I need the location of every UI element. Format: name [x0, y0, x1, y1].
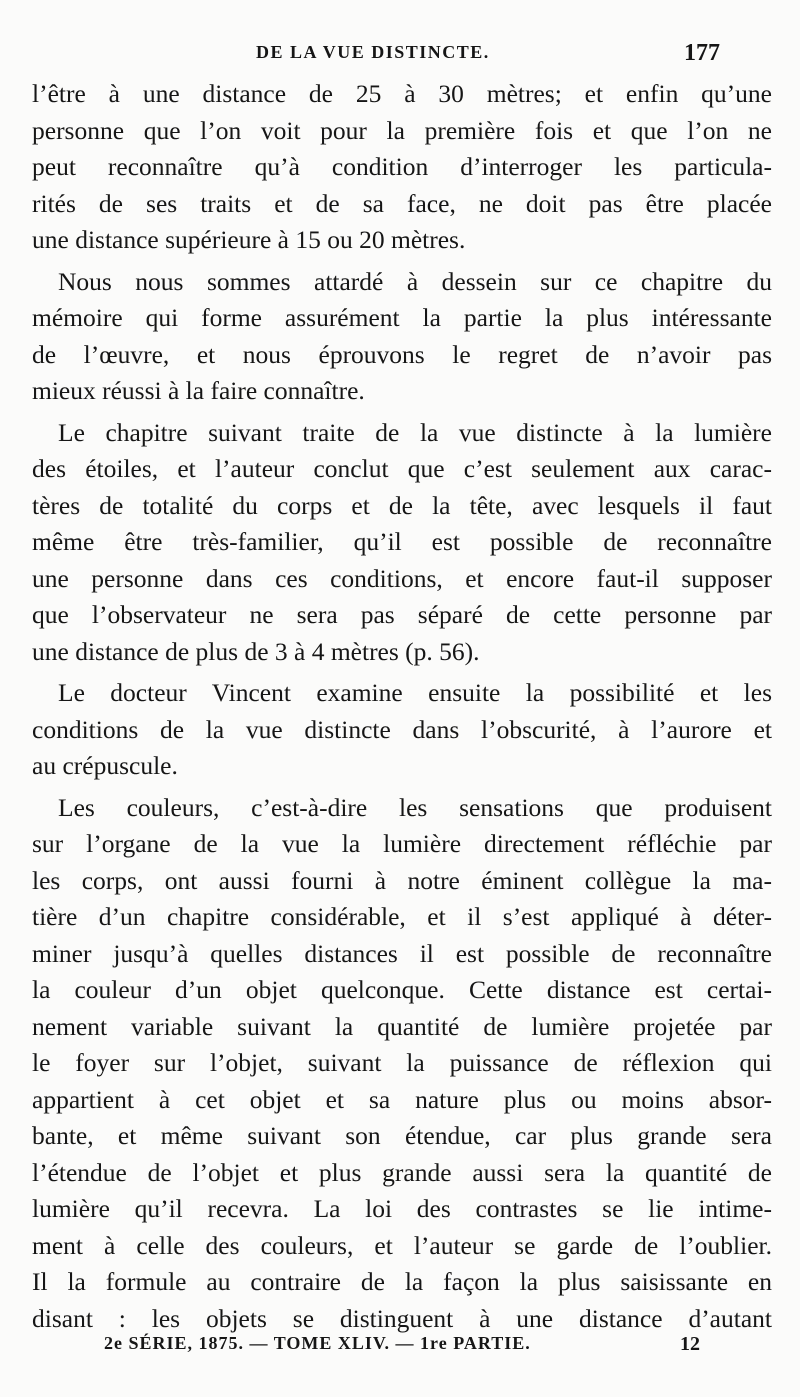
text-line: l’étendue de l’objet et plus grande aussi sera la quantité de [32, 1157, 772, 1187]
text-line: disant : les objets se distinguent à une distance d’autant [32, 1303, 772, 1333]
text-line: Nous nous sommes attardé à dessein sur ce chapitre du [58, 266, 772, 296]
paragraph [32, 415, 772, 671]
text-line: Le docteur Vincent examine ensuite la possibilité et les [58, 678, 772, 707]
text-line: lumière qu’il recevra. La loi des contrastes se lie intime- [32, 1194, 772, 1223]
text-line: tères de totalité du corps et de la tête, avec lesquels il faut [32, 490, 772, 520]
text-line: tière d’un chapitre considérable, et il s’est appliqué à déter- [32, 902, 772, 931]
text-line: une distance de plus de 3 à 4 mètres (p. 56). [32, 636, 480, 666]
page-number: 177 [684, 40, 720, 66]
signature-line: 2e SÉRIE, 1875. — TOME XLIV. — 1re PARTIE. [104, 1333, 531, 1353]
text-line: la couleur d’un objet quelconque. Cette distance est certai- [32, 975, 772, 1004]
text-line: les corps, ont aussi fourni à notre éminent collègue la ma- [32, 865, 772, 895]
text-line: une personne dans ces conditions, et encore faut-il supposer [32, 563, 772, 593]
paragraph-continuation [32, 76, 772, 259]
text-line: l’être à une distance de 25 à 30 mètres; et enfin qu’une [32, 79, 772, 108]
text-line: rités de ses traits et de sa face, ne doit pas être placée [32, 188, 772, 218]
body-text [32, 76, 772, 1342]
text-line: miner jusqu’à quelles distances il est possible de reconnaître [32, 938, 772, 968]
text-line: sur l’organe de la vue la lumière directement réfléchie par [32, 829, 772, 858]
text-line: au crépuscule. [32, 751, 178, 780]
signature-mark: 12 [680, 1333, 700, 1355]
text-line: mémoire qui forme assurément la partie la plus intéressante [32, 303, 772, 332]
text-line: mieux réussi à la faire connaître. [32, 376, 365, 405]
text-line: de l’œuvre, et nous éprouvons le regret de n’avoir pas [32, 339, 772, 369]
text-line: personne que l’on voit pour la première fois et que l’on ne [32, 115, 772, 145]
text-line: ment à celle des couleurs, et l’auteur se garde de l’oublier. [32, 1230, 772, 1260]
page-footer [0, 1333, 800, 1363]
text-line: des étoiles, et l’auteur conclut que c’est seulement aux carac- [32, 454, 772, 483]
text-line: même être très-familier, qu’il est possible de reconnaître [32, 527, 772, 556]
text-line: Il la formule au contraire de la façon la plus saisissante en [32, 1267, 772, 1296]
text-line: une distance supérieure à 15 ou 20 mètres. [32, 225, 466, 254]
text-line: Le chapitre suivant traite de la vue distincte à la lumière [58, 417, 772, 447]
text-line: appartient à cet objet et sa nature plus ou moins absor- [32, 1084, 772, 1114]
page-header [0, 40, 800, 74]
paragraph [32, 790, 772, 1338]
text-line: bante, et même suivant son étendue, car plus grande sera [32, 1121, 772, 1150]
paragraph [32, 264, 772, 410]
text-line: nement variable suivant la quantité de lumière projetée par [32, 1011, 772, 1041]
text-line: le foyer sur l’objet, suivant la puissance de réflexion qui [32, 1048, 772, 1077]
running-title: DE LA VUE DISTINCTE. [256, 42, 490, 62]
text-line: Les couleurs, c’est-à-dire les sensations que produisent [58, 792, 772, 822]
text-line: que l’observateur ne sera pas séparé de cette personne par [32, 600, 772, 629]
paragraph [32, 675, 772, 785]
text-line: conditions de la vue distincte dans l’obscurité, à l’aurore et [32, 714, 772, 744]
text-line: peut reconnaître qu’à condition d’interroger les particula- [32, 152, 772, 181]
